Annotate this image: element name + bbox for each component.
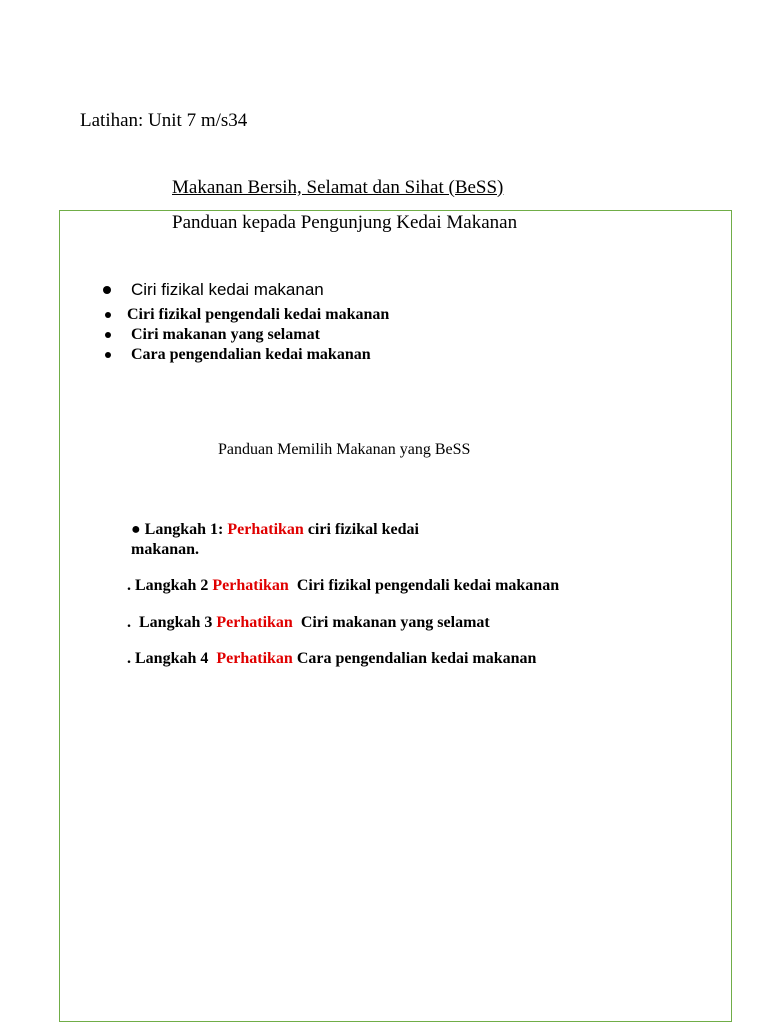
exercise-label: Latihan: Unit 7 m/s34 xyxy=(80,110,248,131)
list-item: Cara pengendalian kedai makanan xyxy=(131,346,371,363)
bullet-icon xyxy=(105,352,111,358)
box-title: Panduan kepada Pengunjung Kedai Makanan xyxy=(172,212,518,233)
step-prefix: . Langkah 4 xyxy=(127,650,217,667)
list-item: Ciri fizikal kedai makanan xyxy=(131,280,324,299)
bullet-icon xyxy=(105,312,111,318)
step-keyword: Perhatikan xyxy=(216,650,293,667)
step-4 xyxy=(127,650,536,668)
guide-heading: Panduan Memilih Makanan yang BeSS xyxy=(218,441,471,458)
document-title: Makanan Bersih, Selamat dan Sihat (BeSS) xyxy=(172,177,504,198)
step-text: Ciri fizikal pengendali kedai makanan xyxy=(288,577,560,594)
bullet-icon xyxy=(103,286,111,294)
list-item: Ciri makanan yang selamat xyxy=(131,326,320,343)
step-prefix: ● Langkah 1: xyxy=(131,521,228,538)
step-2 xyxy=(127,577,559,595)
step-prefix: . Langkah 2 xyxy=(127,577,213,594)
step-keyword: Perhatikan xyxy=(212,577,289,594)
bullet-icon xyxy=(105,332,111,338)
step-keyword: Perhatikan xyxy=(216,614,293,631)
step-text: Cara pengendalian kedai makanan xyxy=(292,650,537,667)
step-keyword: Perhatikan xyxy=(227,521,304,538)
step-text: Ciri makanan yang selamat xyxy=(292,614,490,631)
step-1-continuation: makanan. xyxy=(131,541,200,558)
list-item: Ciri fizikal pengendali kedai makanan xyxy=(127,306,390,323)
step-3 xyxy=(127,614,490,632)
step-1 xyxy=(131,521,419,539)
step-prefix: . Langkah 3 xyxy=(127,614,217,631)
step-text: ciri fizikal kedai xyxy=(303,521,419,538)
